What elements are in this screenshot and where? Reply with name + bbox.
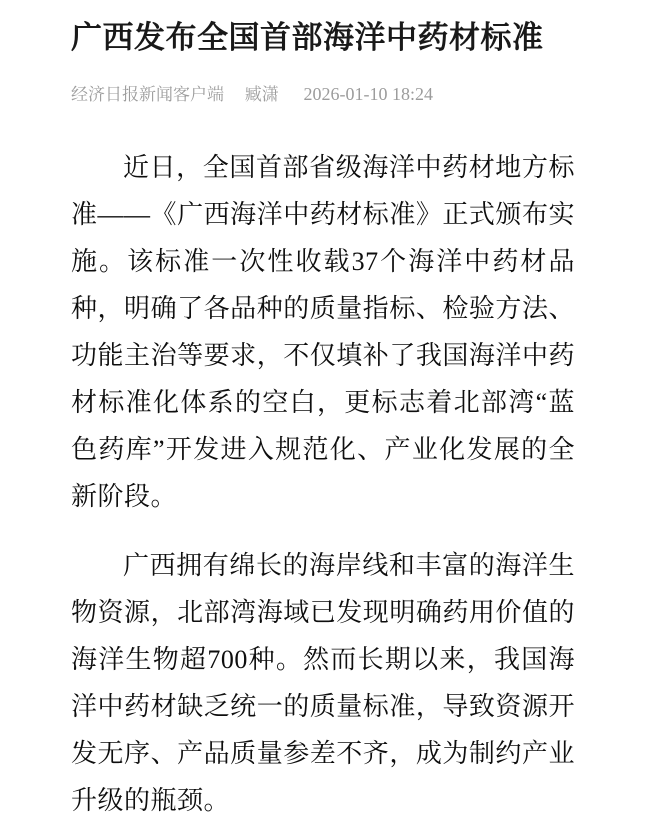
article-paragraph-1: 近日，全国首部省级海洋中药材地方标准——《广西海洋中药材标准》正式颁布实施。该标准一次性收载37个海洋中药材品种，明确了各品种的质量指标、检验方法、功能主治等要求，不仅填补了我国海洋中药材标准化体系的空白，更标志着北部湾“蓝色药库”开发进入规范化、产业化发展的全新阶段。 [71, 153, 575, 511]
article-title: 广西发布全国首部海洋中药材标准 [71, 20, 544, 55]
article-paragraph-2: 广西拥有绵长的海岸线和丰富的海洋生物资源，北部湾海域已发现明确药用价值的海洋生物超700种。然而长期以来，我国海洋中药材缺乏统一的质量标准，导致资源开发无序、产品质量参差不齐，成为制约产业升级的瓶颈。 [71, 551, 575, 815]
byline-datetime: 2026-01-10 18:24 [303, 84, 433, 104]
byline-author: 臧潇 [244, 85, 279, 104]
article-body [71, 144, 575, 820]
byline-source: 经济日报新闻客户端 [71, 85, 224, 104]
article-byline [71, 83, 575, 106]
